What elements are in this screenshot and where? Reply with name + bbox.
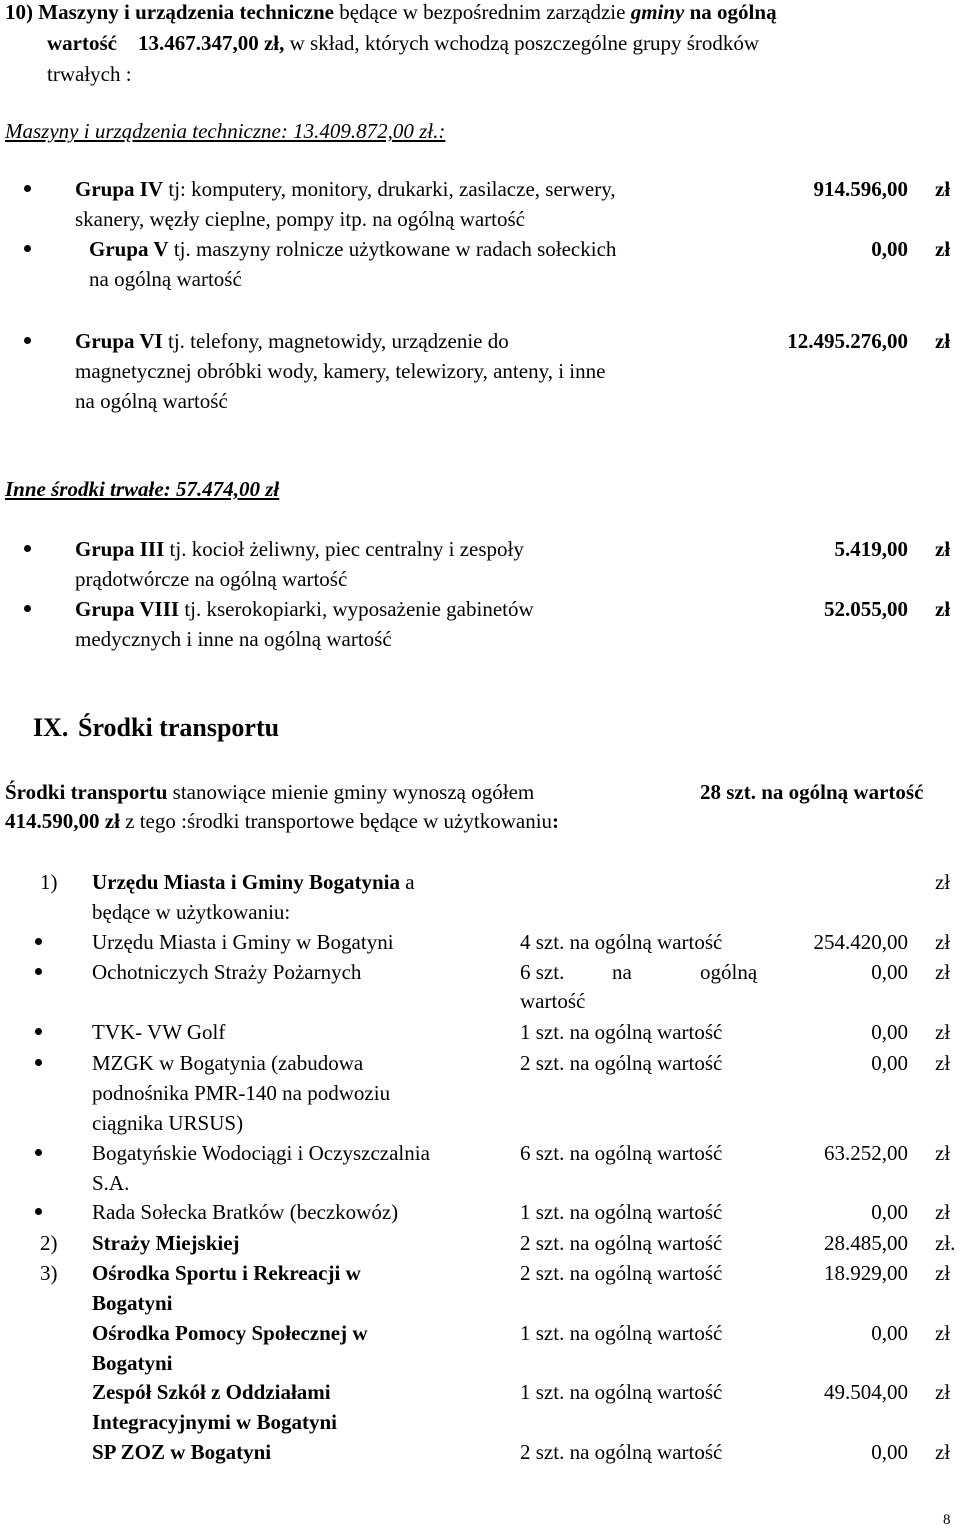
bullet-icon: [35, 1028, 42, 1035]
currency-unit: zł: [935, 1051, 951, 1075]
section10-line3: trwałych :: [47, 62, 132, 86]
section-emphasis: gminy: [630, 0, 685, 24]
vehicle-owner: TVK- VW Golf: [92, 1020, 226, 1044]
bullet-icon: [35, 1149, 42, 1156]
subsection-heading: Maszyny i urządzenia techniczne: 13.409.872,00 zł.:: [5, 119, 446, 143]
section-text-end: na ogólną: [689, 0, 777, 24]
vehicle-quantity: 2 szt. na ogólną wartość: [520, 1440, 723, 1464]
group-label: Grupa VIII: [75, 597, 180, 621]
section-title: Maszyny i urządzenia techniczne: [38, 0, 334, 24]
vehicle-owner: Ochotniczych Straży Pożarnych: [92, 960, 362, 984]
section-number: 10): [5, 0, 33, 24]
group-amount: 12.495.276,00: [787, 329, 908, 353]
vehicle-amount: 0,00: [871, 1051, 908, 1075]
group-description-cont: prądotwórcze na ogólną wartość: [75, 567, 348, 591]
currency-unit: zł: [935, 960, 951, 984]
group-label: Grupa IV: [75, 177, 164, 201]
section-number: IX.: [33, 713, 69, 742]
list-item-title: Ośrodka Sportu i Rekreacji w: [92, 1261, 361, 1285]
group-label: Grupa VI: [75, 329, 163, 353]
list-item-subtitle: będące w użytkowaniu:: [92, 900, 291, 924]
intro-text: z tego :środki transportowe będące w użytkowaniu: [125, 809, 553, 833]
bullet-icon: [24, 185, 31, 192]
group-description-cont: skanery, węzły cieplne, pompy itp. na ogólną wartość: [75, 207, 526, 231]
currency-unit: zł: [935, 1261, 951, 1285]
group-label: Grupa III: [75, 537, 165, 561]
currency-unit: zł: [935, 1380, 951, 1404]
group-description: tj. maszyny rolnicze użytkowane w radach sołeckich: [173, 237, 617, 261]
vehicle-owner: Urzędu Miasta i Gminy w Bogatyni: [92, 930, 394, 954]
currency-unit: zł: [935, 1141, 951, 1165]
group-description-cont: na ogólną wartość: [89, 267, 242, 291]
currency-unit: zł: [935, 237, 951, 261]
vehicle-quantity: 1 szt. na ogólną wartość: [520, 1200, 723, 1224]
bullet-icon: [35, 968, 42, 975]
currency-unit: zł: [935, 1321, 951, 1345]
bullet-icon: [24, 337, 31, 344]
list-number: 3): [40, 1261, 58, 1285]
vehicle-amount: 63.252,00: [824, 1141, 908, 1165]
vehicle-owner: Bogatyńskie Wodociągi i Oczyszczalnia: [92, 1141, 430, 1165]
currency-unit: zł: [935, 870, 951, 894]
bullet-icon: [35, 1059, 42, 1066]
group-line: [89, 234, 616, 264]
vehicle-amount: 0,00: [871, 1200, 908, 1224]
vehicle-quantity: 2 szt. na ogólną wartość: [520, 1261, 723, 1285]
group-description: tj. kocioł żeliwny, piec centralny i zespoły: [169, 537, 524, 561]
list-item-title: Straży Miejskiej: [92, 1231, 240, 1255]
bullet-icon: [35, 938, 42, 945]
total-value: 13.467.347,00 zł,: [137, 31, 285, 55]
subsection-heading: Inne środki trwałe: 57.474,00 zł: [5, 477, 280, 501]
group-amount: 5.419,00: [834, 537, 908, 561]
vehicle-owner: Rada Sołecka Bratków (beczkowóz): [92, 1200, 399, 1224]
bullet-icon: [24, 605, 31, 612]
owner-connector: a: [405, 870, 415, 894]
list-item-title-cont: Bogatyni: [92, 1351, 173, 1375]
list-item-title-cont: Integracyjnymi w Bogatyni: [92, 1410, 337, 1434]
group-description: tj. kserokopiarki, wyposażenie gabinetów: [184, 597, 534, 621]
currency-unit: zł: [935, 930, 951, 954]
section-text: w skład, których wchodzą poszczególne grupy środków: [289, 31, 760, 55]
owner-name: Urzędu Miasta i Gminy Bogatynia: [92, 870, 400, 894]
vehicle-owner: MZGK w Bogatynia (zabudowa: [92, 1051, 364, 1075]
section10-line1: [5, 0, 777, 27]
vehicle-amount: 0,00: [871, 1321, 908, 1345]
intro-text: stanowiące mienie gminy wynoszą ogółem: [172, 780, 535, 804]
group-line: [75, 174, 616, 204]
vehicle-owner-cont: ciągnika URSUS): [92, 1111, 244, 1135]
group-description: tj: komputery, monitory, drukarki, zasilacze, serwery,: [168, 177, 616, 201]
intro-subject: Środki transportu: [5, 780, 168, 804]
list-item-title: Zespół Szkół z Oddziałami: [92, 1380, 331, 1404]
group-description-cont: medycznych i inne na ogólną wartość: [75, 627, 392, 651]
intro-line-2: [5, 806, 559, 836]
vehicle-amount: 254.420,00: [813, 930, 908, 954]
group-description-cont: na ogólną wartość: [75, 389, 228, 413]
section-title: Środki transportu: [78, 713, 280, 742]
vehicle-quantity: na: [612, 960, 632, 984]
group-amount: 0,00: [871, 237, 908, 261]
vehicle-amount: 0,00: [871, 1440, 908, 1464]
vehicle-quantity: ogólną: [700, 960, 758, 984]
vehicle-quantity: 1 szt. na ogólną wartość: [520, 1380, 723, 1404]
intro-line: [5, 777, 534, 807]
group-line: [75, 534, 524, 564]
group-amount: 52.055,00: [824, 597, 908, 621]
bullet-icon: [24, 545, 31, 552]
group-description: tj. telefony, magnetowidy, urządzenie do: [167, 329, 509, 353]
list-item-title-cont: Bogatyni: [92, 1291, 173, 1315]
page-number: 8: [943, 1512, 951, 1528]
value-label: wartość: [47, 31, 117, 55]
currency-unit: zł: [935, 1200, 951, 1224]
intro-count: 28 szt. na ogólną wartość: [700, 780, 924, 804]
vehicle-amount: 28.485,00: [824, 1231, 908, 1255]
bullet-icon: [35, 1208, 42, 1215]
currency-unit: zł: [935, 537, 951, 561]
vehicle-amount: 0,00: [871, 1020, 908, 1044]
bullet-icon: [24, 245, 31, 252]
group-line: [75, 326, 509, 356]
vehicle-quantity: 1 szt. na ogólną wartość: [520, 1020, 723, 1044]
group-label: Grupa V: [89, 237, 169, 261]
currency-unit: zł: [935, 329, 951, 353]
vehicle-quantity: 2 szt. na ogólną wartość: [520, 1231, 723, 1255]
currency-unit: zł: [935, 1440, 951, 1464]
currency-unit: zł: [935, 1020, 951, 1044]
vehicle-owner-cont: S.A.: [92, 1171, 130, 1195]
vehicle-amount: 0,00: [871, 960, 908, 984]
list-item-title: SP ZOZ w Bogatyni: [92, 1440, 272, 1464]
vehicle-quantity: 6 szt. na ogólną wartość: [520, 1141, 723, 1165]
vehicle-owner-cont: podnośnika PMR-140 na podwoziu: [92, 1081, 391, 1105]
list-number: 1): [40, 870, 58, 894]
section10-line2: [47, 28, 759, 58]
list-item-title: Ośrodka Pomocy Społecznej w: [92, 1321, 368, 1345]
intro-colon: :: [552, 809, 560, 833]
group-description-cont: magnetycznej obróbki wody, kamery, telewizory, anteny, i inne: [75, 359, 606, 383]
group-amount: 914.596,00: [813, 177, 908, 201]
section-text: będące w bezpośrednim zarządzie: [339, 0, 626, 24]
vehicle-quantity: 6 szt.: [520, 960, 565, 984]
vehicle-amount: 18.929,00: [824, 1261, 908, 1285]
vehicle-quantity: 4 szt. na ogólną wartość: [520, 930, 723, 954]
intro-total: 414.590,00 zł: [5, 809, 120, 833]
group-line: [75, 594, 534, 624]
currency-unit: zł.: [935, 1231, 956, 1255]
list-item-title: [92, 867, 415, 897]
currency-unit: zł: [935, 597, 951, 621]
currency-unit: zł: [935, 177, 951, 201]
vehicle-quantity-cont: wartość: [520, 989, 586, 1013]
vehicle-quantity: 2 szt. na ogólną wartość: [520, 1051, 723, 1075]
vehicle-quantity: 1 szt. na ogólną wartość: [520, 1321, 723, 1345]
list-number: 2): [40, 1231, 58, 1255]
vehicle-amount: 49.504,00: [824, 1380, 908, 1404]
